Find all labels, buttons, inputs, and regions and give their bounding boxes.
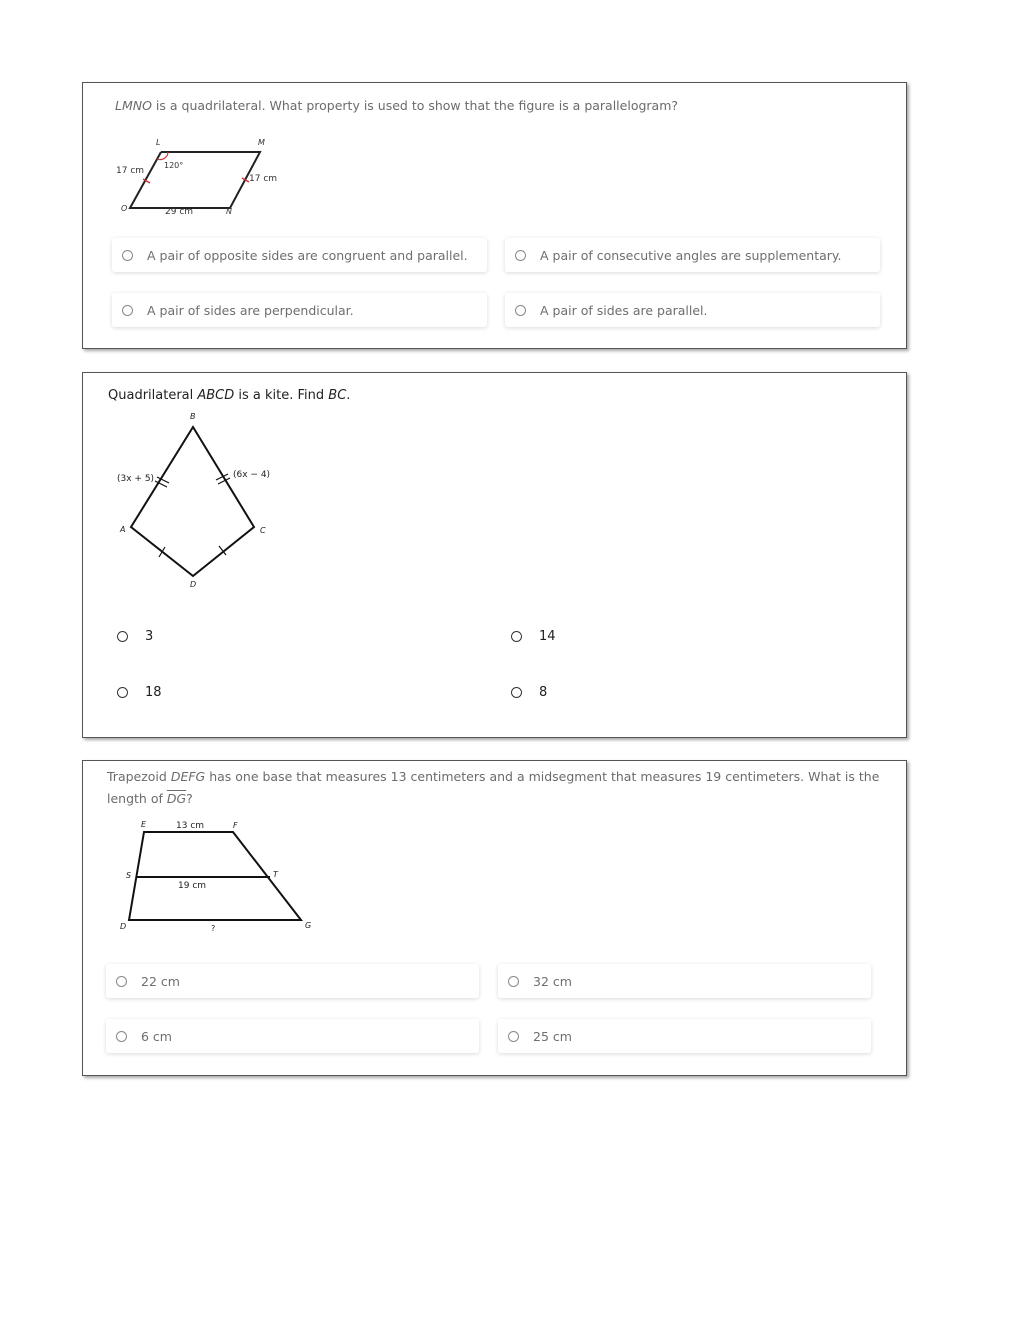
q3-option-1[interactable] [106, 964, 479, 998]
radio-circle-icon[interactable] [116, 1031, 127, 1042]
label-M: M [258, 138, 265, 147]
q2-option-2[interactable] [511, 629, 556, 644]
question-text: is a quadrilateral. What property is used to show that the figure is a parallelogram? [151, 98, 679, 113]
option-label: 22 cm [141, 973, 180, 989]
label-F: F [233, 821, 238, 830]
q3-option-3[interactable] [106, 1019, 479, 1053]
question-text: Trapezoid [107, 769, 171, 784]
side-right-length: 17 cm [249, 174, 278, 184]
label-C: C [260, 526, 266, 535]
radio-circle-icon[interactable] [117, 631, 128, 642]
label-S: S [126, 871, 132, 880]
radio-circle-icon[interactable] [116, 976, 127, 987]
label-B: B [190, 412, 196, 421]
left-expression: (3x + 5) [117, 474, 155, 484]
label-D: D [190, 580, 197, 589]
figure-name: DEFG [170, 769, 206, 784]
figure-name: LMNO [115, 98, 152, 113]
radio-circle-icon[interactable] [515, 305, 526, 316]
label-A: A [120, 525, 126, 534]
option-label: 14 [539, 629, 556, 644]
question-card-2 [82, 372, 907, 738]
segment-name: BC [328, 388, 347, 403]
option-label: 6 cm [141, 1028, 172, 1044]
q2-option-1[interactable] [117, 629, 153, 644]
question-card-3 [82, 760, 907, 1076]
radio-circle-icon[interactable] [122, 250, 133, 261]
question-3-text [107, 766, 887, 810]
option-label: A pair of opposite sides are congruent and parallel. [147, 247, 468, 263]
segment-name: $\overline{DG}$ [166, 791, 187, 806]
radio-circle-icon[interactable] [511, 687, 522, 698]
question-text: . [346, 388, 351, 403]
side-left-length: 17 cm [116, 166, 145, 176]
radio-circle-icon[interactable] [508, 976, 519, 987]
q1-option-4[interactable] [505, 293, 880, 327]
label-T: T [273, 870, 278, 879]
label-N: N [226, 207, 232, 216]
q3-option-4[interactable] [498, 1019, 871, 1053]
option-label: A pair of sides are parallel. [540, 302, 708, 318]
q1-option-3[interactable] [112, 293, 487, 327]
q1-option-1[interactable] [112, 238, 487, 272]
radio-circle-icon[interactable] [508, 1031, 519, 1042]
base-length: 29 cm [165, 207, 194, 217]
top-base-length: 13 cm [176, 821, 205, 831]
question-text: has one base that measures 13 centimeters and a midsegment that measures 19 centimeters. What is the [205, 769, 880, 784]
question-2-text [108, 385, 350, 407]
figure-name: ABCD [197, 388, 235, 403]
q2-option-4[interactable] [511, 685, 547, 700]
q3-option-2[interactable] [498, 964, 871, 998]
option-label: 3 [145, 629, 154, 644]
option-label: 32 cm [533, 973, 572, 989]
radio-circle-icon[interactable] [117, 687, 128, 698]
trapezoid-figure [113, 819, 323, 937]
question-1-text [115, 95, 678, 117]
kite-figure [111, 409, 281, 589]
q1-option-2[interactable] [505, 238, 880, 272]
midsegment-length: 19 cm [178, 881, 207, 891]
label-O: O [121, 204, 128, 213]
radio-circle-icon[interactable] [122, 305, 133, 316]
right-expression: (6x − 4) [233, 470, 271, 480]
label-L: L [156, 138, 161, 147]
question-text: length of [107, 791, 167, 806]
parallelogram-figure [108, 135, 288, 217]
label-G: G [305, 921, 312, 930]
question-card-1 [82, 82, 907, 349]
label-E: E [141, 820, 147, 829]
radio-circle-icon[interactable] [515, 250, 526, 261]
label-D: D [120, 922, 127, 931]
q2-option-3[interactable] [117, 685, 162, 700]
question-text: Quadrilateral [108, 388, 198, 403]
option-label: 8 [539, 685, 548, 700]
bottom-base-unknown: ? [211, 924, 216, 933]
angle-label: 120° [164, 161, 184, 170]
option-label: A pair of consecutive angles are supplementary. [540, 247, 842, 263]
option-label: 25 cm [533, 1028, 572, 1044]
question-text: is a kite. Find [234, 388, 329, 403]
option-label: 18 [145, 685, 162, 700]
radio-circle-icon[interactable] [511, 631, 522, 642]
option-label: A pair of sides are perpendicular. [147, 302, 354, 318]
question-text: ? [186, 791, 193, 806]
